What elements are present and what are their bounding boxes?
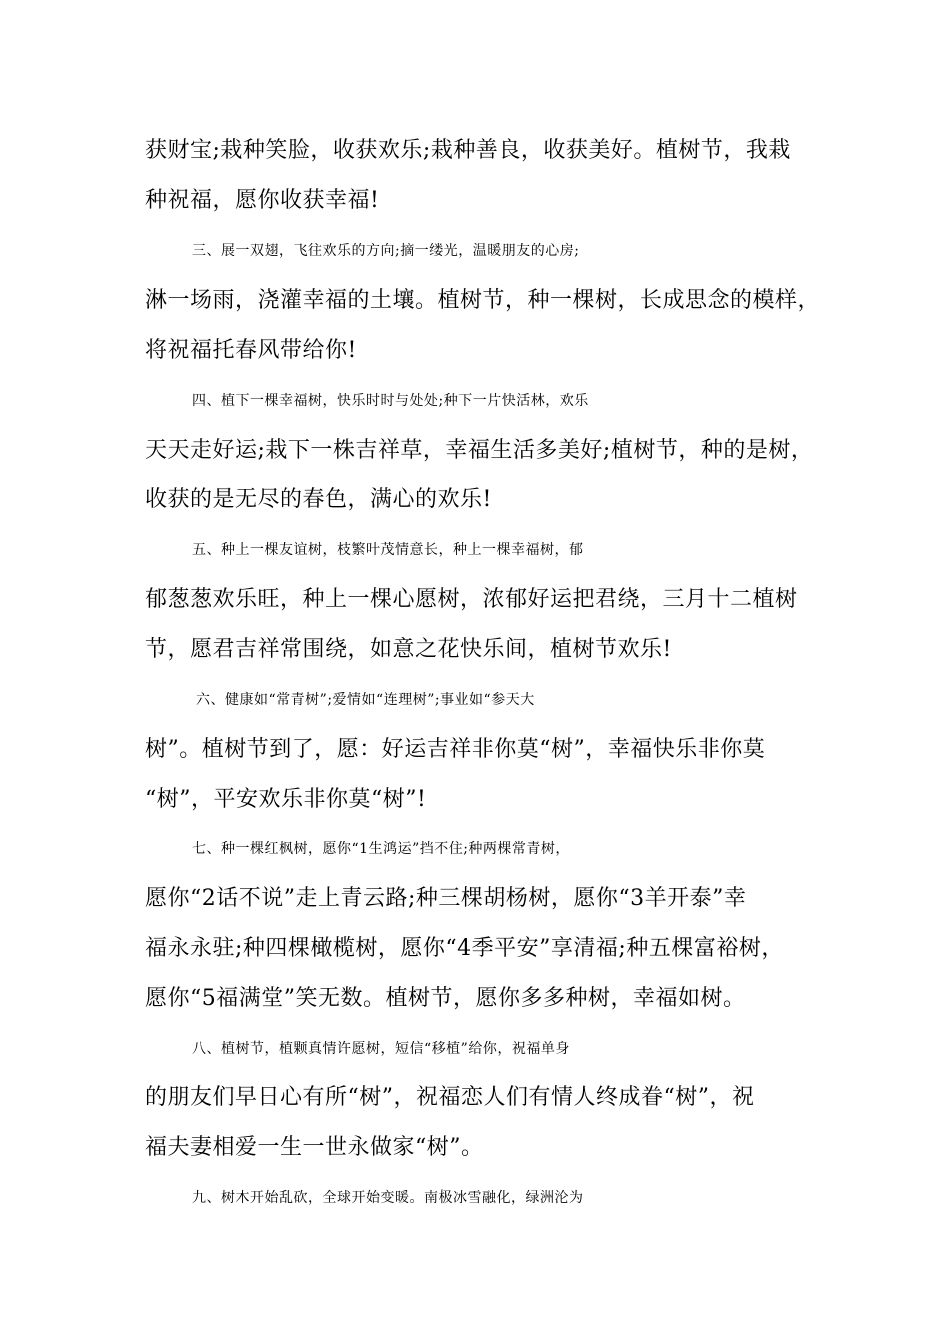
text-line: 种祝福，愿你收获幸福! bbox=[145, 188, 380, 213]
text-line: 福夫妻相爱一生一世永做家“树”。 bbox=[145, 1135, 484, 1160]
text-line: 将祝福托春风带给你! bbox=[145, 338, 357, 363]
text-line: 福永永驻;种四棵橄榄树，愿你“4季平安”享清福;种五棵富裕树， bbox=[145, 936, 784, 961]
text-line: 收获的是无尽的春色，满心的欢乐! bbox=[145, 487, 492, 512]
text-line: 天天走好运;栽下一株吉祥草，幸福生活多美好;植树节，种的是树， bbox=[145, 438, 814, 463]
text-line: 八、植树节，植颗真情许愿树，短信“移植”给你，祝福单身 bbox=[192, 1041, 570, 1057]
text-line: “树”，平安欢乐非你莫“树”! bbox=[145, 787, 427, 812]
text-line: 三、展一双翅，飞往欢乐的方向;摘一缕光，温暖朋友的心房; bbox=[192, 243, 580, 259]
text-line: 的朋友们早日心有所“树”，祝福恋人们有情人终成眷“树”，祝 bbox=[145, 1085, 755, 1110]
text-line: 五、种上一棵友谊树，枝繁叶茂情意长，种上一棵幸福树，郁 bbox=[192, 542, 584, 558]
text-line: 七、种一棵红枫树，愿你“1生鸿运”挡不住;种两棵常青树， bbox=[192, 841, 570, 857]
text-line: 获财宝;栽种笑脸，收获欢乐;栽种善良，收获美好。植树节，我栽 bbox=[145, 138, 791, 163]
text-line: 淋一场雨，浇灌幸福的土壤。植树节，种一棵树，长成思念的模样， bbox=[145, 288, 821, 313]
text-line: 郁葱葱欢乐旺，种上一棵心愿树，浓郁好运把君绕，三月十二植树 bbox=[145, 587, 798, 612]
text-line: 节，愿君吉祥常围绕，如意之花快乐间，植树节欢乐! bbox=[145, 637, 672, 662]
text-line: 树”。植树节到了，愿：好运吉祥非你莫“树”，幸福快乐非你莫 bbox=[145, 737, 766, 762]
text-line: 愿你“5福满堂”笑无数。植树节，愿你多多种树，幸福如树。 bbox=[145, 986, 746, 1011]
text-line: 九、树木开始乱砍，全球开始变暖。南极冰雪融化，绿洲沦为 bbox=[192, 1190, 584, 1206]
text-line: 愿你“2话不说”走上青云路;种三棵胡杨树，愿你“3羊开泰”幸 bbox=[145, 886, 747, 911]
text-line: 四、植下一棵幸福树，快乐时时与处处;种下一片快活林，欢乐 bbox=[192, 393, 589, 409]
text-line: 六、健康如“常青树”;爱情如“连理树”;事业如“参天大 bbox=[196, 692, 535, 708]
